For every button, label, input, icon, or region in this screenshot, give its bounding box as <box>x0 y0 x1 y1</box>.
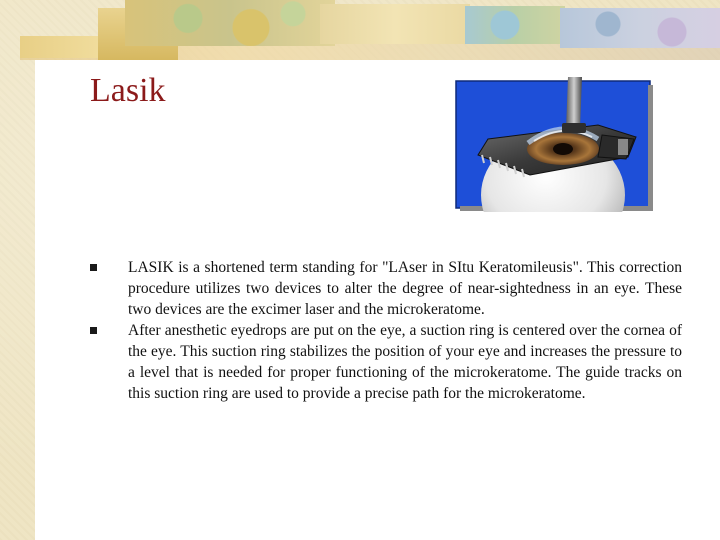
bullet-list <box>90 257 682 404</box>
banner-tile <box>320 4 470 44</box>
lasik-eye-illustration <box>448 77 658 212</box>
microkeratome-eye-icon <box>448 77 658 212</box>
banner-tile <box>465 6 565 44</box>
slide-title: Lasik <box>90 72 166 109</box>
bullet-square-icon <box>90 264 97 271</box>
bullet-text: LASIK is a shortened term standing for "LAser in SItu Keratomileusis". This correction procedure utilizes two devices to alter the degree of near-sightedness in an eye. These two devices are the excimer laser and the microkeratome. <box>128 259 682 318</box>
decorative-banner <box>20 0 720 60</box>
banner-tile <box>20 36 98 58</box>
banner-tile <box>560 8 720 48</box>
bullet-square-icon <box>90 327 97 334</box>
list-item <box>90 257 682 320</box>
bullet-text: After anesthetic eyedrops are put on the eye, a suction ring is centered over the cornea of the eye. This suction ring stabilizes the position of your eye and increases the pressure to a level that is needed for proper functioning of the microkeratome. The guide tracks on this suction ring are used to provide a precise path for the microkeratome. <box>128 322 682 402</box>
list-item <box>90 320 682 404</box>
banner-tile <box>125 0 335 46</box>
